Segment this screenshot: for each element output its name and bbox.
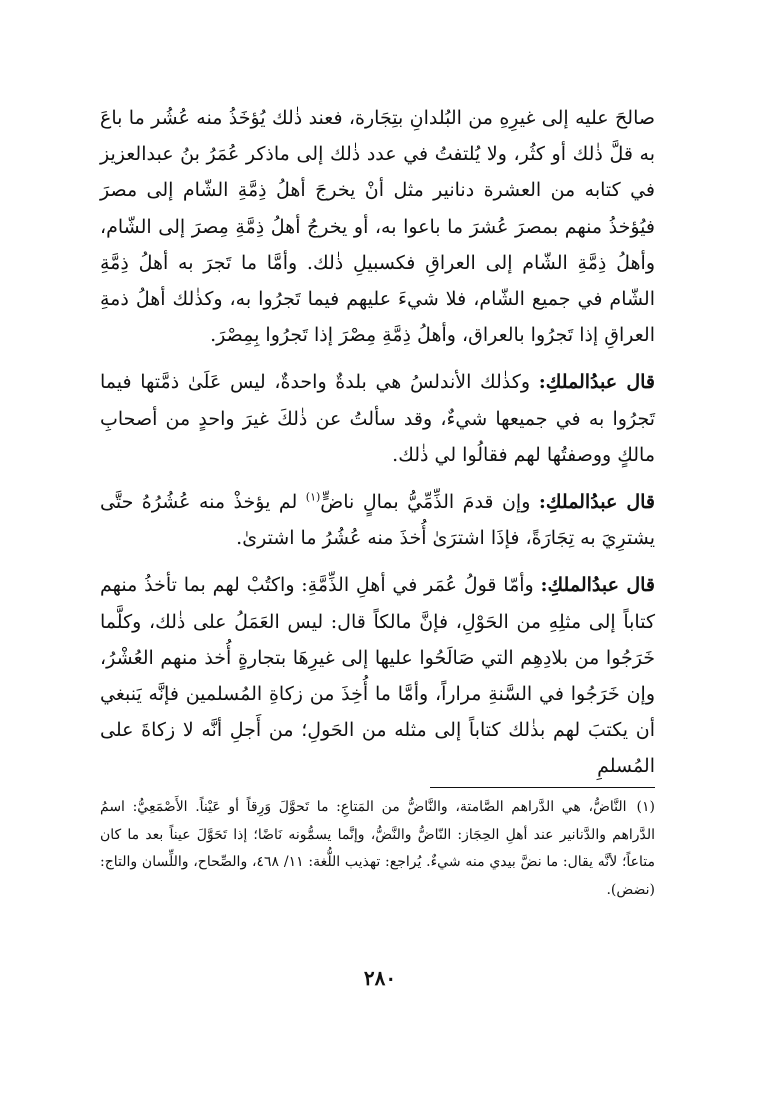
page-number: ٢٨٠ bbox=[363, 966, 397, 990]
footnote-number: (١) bbox=[636, 799, 655, 815]
footnote-separator bbox=[430, 787, 655, 788]
footnote bbox=[100, 794, 655, 904]
paragraph-text: وأمّا قولُ عُمَر في أهلِ الذِّمَّةِ: واكتُبْ لهم بما تأخذُ منهم كتاباً إلى مثلِهِ من الحَوْلِ، فإنَّ مالكاً قال: ليس العَمَلُ على ذٰلك، وكلَّما خَرَجُوا من بلادِهِم التي صَالَحُوا عليها إلى غيرِهَا بتجارةٍ أُخذ منهم العُشْرُ، وإن خَرَجُوا في السَّنةِ مراراً، وأمَّا ما أُخِذَ من زكاةِ المُسلمين فإنَّه يَنبغي أن يكتبَ لهم بذٰلك كتاباً إلى مثله من الحَولِ؛ من أَجلِ أنَّه لا زكاةَ على المُسلمِ bbox=[100, 574, 655, 778]
paragraph-2 bbox=[100, 364, 655, 473]
speaker-label: قال عبدُالملكِ: bbox=[538, 371, 656, 394]
main-text bbox=[100, 100, 655, 785]
footnote-text: النَّاضُّ، هي الدَّراهم الصَّامتة، والنَّاضُّ من المَتاعِ: ما تَحوَّلَ وَرِقاً أو عَيْناً. الأَصْمَعِيُّ: اسمُ الدَّراهم والدَّنانير عند أهلِ الحِجَاز: النّاضُّ والنَّضُّ، وإنَّما يسمُّونه نَاضًا؛ إذا تَحَوَّلَ عيناً بعد ما كان متاعاً؛ لأنَّه يقال: ما نضَّ بيدي منه شيءٌ. يُراجع: تهذيب اللُّغة: ١١/ ٤٦٨، والصِّحاح، واللِّسان والتاج: (نضض). bbox=[100, 799, 656, 898]
paragraph-text: وكذٰلك الأندلسُ هي بلدةٌ واحدةٌ، ليس عَلَىٰ ذمَّتها فيما تَجرُوا به في جميعها شيءٌ، وقد سألتُ عن ذٰلكَ غيرَ واحدٍ من أصحابِ مالكٍ ووصفتُها لهم فقالُوا لي ذٰلك. bbox=[100, 371, 655, 466]
paragraph-text: لم يؤخذْ منه عُشُرُهُ حتَّى يشترِيَ به تِجَارَةً، فإذَا اشترَىٰ أُخذَ منه عُشُرُ ما اشترىٰ. bbox=[100, 491, 655, 550]
speaker-label: قال عبدُالملكِ: bbox=[538, 491, 656, 514]
speaker-label: قال عبدُالملكِ: bbox=[540, 574, 655, 597]
paragraph-text: وإن قدمَ الذِّمِّيُّ بمالٍ ناضٍّ bbox=[320, 491, 531, 514]
paragraph-4 bbox=[100, 567, 655, 784]
paragraph-text: صالحَ عليه إلى غيرِهِ من البُلدانِ بتِجَارة، فعند ذٰلك يُؤخَذُ منه عُشُر ما باعَ به قلَّ ذٰلك أو كثُر، ولا يُلتفتُ في عدد ذٰلك إلى ماذكر عُمَرُ بنُ عبدالعزيز في كتابه من العشرة دنانير مثل أنْ يخرجَ أهلُ ذِمَّةِ الشّام إلى مصرَ فيُؤخذُ منهم بمصرَ عُشرَ ما باعوا به، أو يخرجُ أهلُ ذِمَّةِ مِصرَ إلى الشّام، وأهلُ ذِمَّةِ الشّام إلى العراقِ فكسبيلِ ذٰلك. وأمَّا ما تَجرَ به أهلُ ذِمَّةِ الشّام في جميع الشّام، فلا شيءَ عليهم فيما تَجرُوا به، وكذٰلك أهلُ ذمةِ العراقِ إذا تَجرُوا بالعراق، وأهلُ ذِمَّةِ مِصْرَ إذا تَجرُوا بِمِصْرَ. bbox=[100, 107, 655, 347]
paragraph-1 bbox=[100, 100, 655, 353]
footnote-reference[interactable]: (١) bbox=[305, 490, 321, 504]
paragraph-3 bbox=[100, 484, 655, 556]
